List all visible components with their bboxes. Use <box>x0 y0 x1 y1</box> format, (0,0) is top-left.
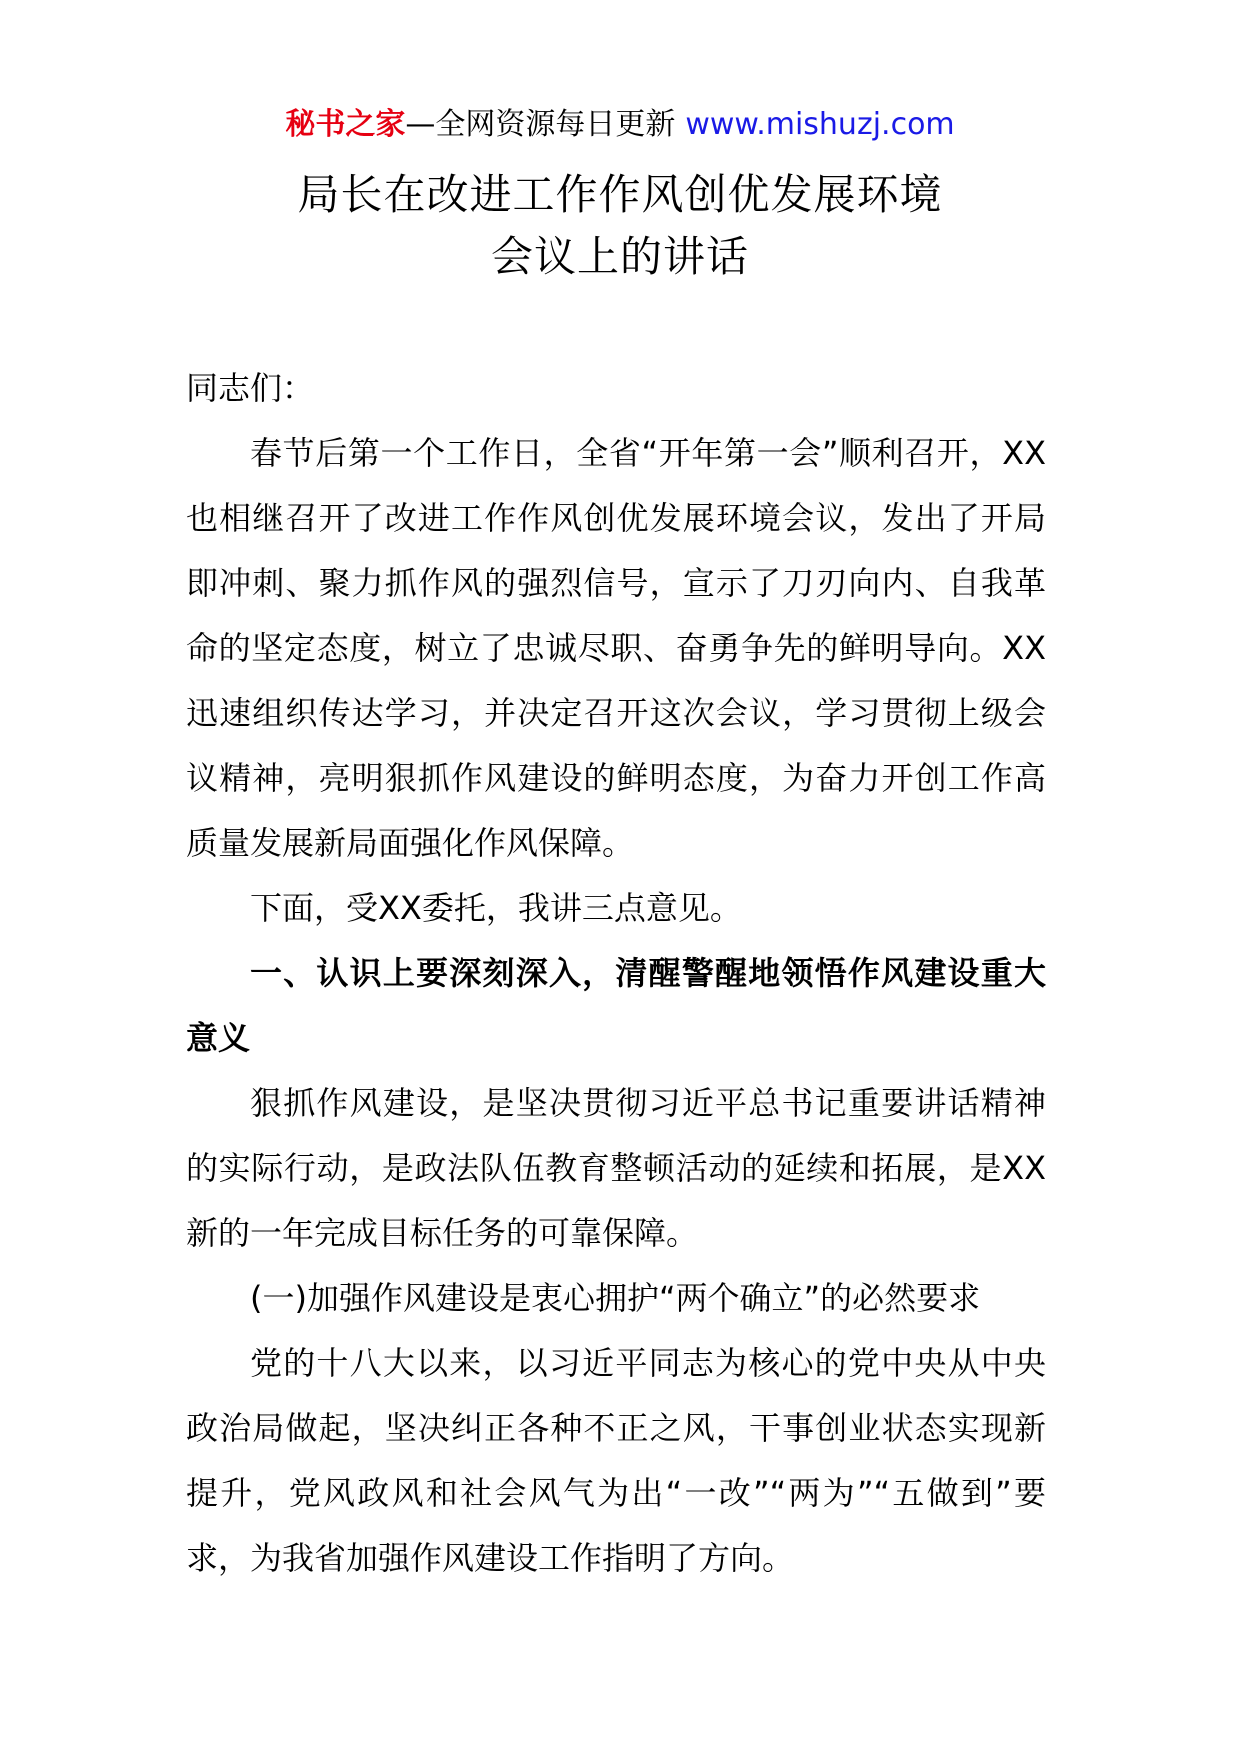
paragraph-3: 狠抓作风建设，是坚决贯彻习近平总书记重要讲话精神的实际行动，是政法队伍教育整顿活动的延续和拓展，是XX新的一年完成目标任务的可靠保障。 <box>186 1084 1046 1252</box>
salutation: 同志们： <box>186 369 315 407</box>
paragraph-1: 春节后第一个工作日，全省“开年第一会”顺利召开，XX也相继召开了改进工作作风创优发展环境会议，发出了开局即冲刺、聚力抓作风的强烈信号，宣示了刀刃向内、自我革命的坚定态度，树立了忠诚尽职、奋勇争先的鲜明导向。XX迅速组织传达学习，并决定召开这次会议，学习贯彻上级会议精神，亮明狠抓作风建设的鲜明态度，为奋力开创工作高质量发展新局面强化作风保障。 <box>186 434 1046 862</box>
subsection-heading-1: (一)加强作风建设是衷心拥护“两个确立”的必然要求 <box>250 1279 981 1317</box>
title-line-1: 局长在改进工作作风创优发展环境 <box>297 170 943 219</box>
title-line-2: 会议上的讲话 <box>490 232 749 281</box>
document-body <box>186 356 1046 1591</box>
brand-name: 秘书之家 <box>285 107 406 142</box>
section-heading-1: 一、认识上要深刻深入，清醒警醒地领悟作风建设重大意义 <box>186 954 1046 1057</box>
document-title <box>0 164 1240 288</box>
site-header <box>0 103 1240 147</box>
site-url-link[interactable]: www.mishuzj.com <box>685 107 955 142</box>
paragraph-2: 下面，受XX委托，我讲三点意见。 <box>250 889 742 927</box>
paragraph-4: 党的十八大以来，以习近平同志为核心的党中央从中央政治局做起，坚决纠正各种不正之风，干事创业状态实现新提升，党风政风和社会风气为出“一改”“两为”“五做到”要求，为我省加强作风建设工作指明了方向。 <box>186 1344 1046 1577</box>
header-tagline: —全网资源每日更新 <box>405 107 676 142</box>
